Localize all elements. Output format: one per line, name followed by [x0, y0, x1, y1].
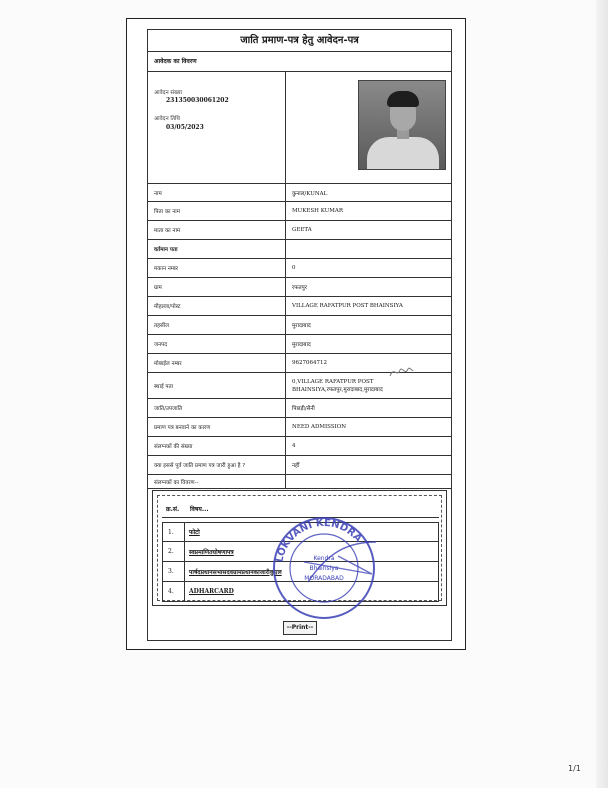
- stamp-inner-3: MORADABAD: [304, 575, 344, 582]
- attachment-sno: 2.: [163, 542, 185, 561]
- application-number: 231350030061202: [166, 97, 229, 104]
- field-row-attachment-details: [148, 475, 451, 489]
- attachment-sno: 4.: [163, 582, 185, 601]
- header-subject: विषय...: [190, 505, 209, 513]
- field-value: मुरादाबाद: [292, 323, 311, 329]
- field-label: मकान नम्बर: [148, 259, 286, 277]
- field-label: मोबाईल नम्बर: [148, 354, 286, 372]
- field-label: मौहल्ला/पोस्ट: [148, 297, 286, 315]
- field-value: पिछड़ी/सैनी: [292, 406, 315, 412]
- field-label: जनपद: [148, 335, 286, 353]
- application-info-block: [148, 72, 451, 184]
- field-value: नहीं: [292, 463, 300, 469]
- attachment-link[interactable]: पार्षदप्रधानसभासदवग्रामप्रधानकाजारीकुएल: [189, 568, 282, 576]
- field-value: MUKESH KUMAR: [292, 208, 343, 214]
- field-label: नाम: [148, 184, 286, 201]
- field-row-caste: [148, 399, 451, 418]
- field-label: जाति/उपजाति: [148, 399, 286, 417]
- field-label: संलग्नकों का विवरण--: [148, 475, 286, 488]
- field-value: [288, 373, 450, 398]
- application-date: 03/05/2023: [166, 124, 204, 131]
- field-label: प्रमाण पत्र बनवाने का कारण: [148, 418, 286, 436]
- field-value: [288, 475, 450, 488]
- field-label: वर्तमान पता: [148, 240, 286, 258]
- field-value: मुरादाबाद: [292, 342, 311, 348]
- field-value: NEED ADMISSION: [292, 424, 347, 430]
- attachment-link[interactable]: ADHARCARD: [189, 588, 234, 595]
- application-number-label: आवेदन संख्या: [154, 90, 182, 96]
- field-row-previous-certificate: [148, 456, 451, 475]
- applicant-photo: [358, 80, 446, 170]
- field-label: क्या इससे पूर्व जाति प्रमाण पत्र जारी हुआ है ?: [148, 456, 286, 474]
- attachment-link[interactable]: फोटो: [189, 529, 200, 536]
- field-row-tehsil: [148, 316, 451, 335]
- page-number: 1/1: [568, 764, 581, 773]
- section-applicant: आवेदक का विवरण: [148, 52, 451, 72]
- field-value: VILLAGE RAFATPUR POST BHAINSIYA: [292, 303, 403, 309]
- permanent-address-line-1: 0,VILLAGE RAFATPUR POST: [292, 378, 374, 385]
- field-label: संलग्नकों की संख्या: [148, 437, 286, 455]
- print-button[interactable]: --Print--: [283, 621, 317, 635]
- field-row-attachment-count: [148, 437, 451, 456]
- field-value: कुनाल/KUNAL: [292, 190, 328, 197]
- field-value: [288, 240, 450, 258]
- field-row-house-number: [148, 259, 451, 278]
- attachment-sno: 3.: [163, 562, 185, 581]
- field-row-current-address: [148, 240, 451, 259]
- field-row-name: [148, 184, 451, 202]
- field-row-father: [148, 202, 451, 221]
- field-label: ग्राम: [148, 278, 286, 296]
- field-value: 4: [292, 443, 296, 449]
- field-label: पिता का नाम: [148, 202, 286, 220]
- field-value: GEETA: [292, 227, 312, 233]
- field-value: 0: [292, 265, 296, 271]
- stamp-inner-2: Bhainsiya: [309, 565, 339, 572]
- attachment-sno: 1.: [163, 523, 185, 541]
- application-info-cell: [148, 72, 286, 183]
- field-label: स्थाई पता: [148, 373, 286, 398]
- field-value: 9627064712: [292, 360, 327, 366]
- office-stamp: [268, 512, 380, 624]
- field-row-locality: [148, 297, 451, 316]
- form-title: जाति प्रमाण-पत्र हेतु आवेदन-पत्र: [148, 30, 451, 52]
- field-row-district: [148, 335, 451, 354]
- field-value: रफतपुर: [292, 285, 307, 291]
- stamp-inner-1: Kendra: [313, 555, 335, 562]
- stamp-outer-text: LOKVANI KENDRA: [274, 517, 364, 564]
- header-sno: क्र.सं.: [166, 505, 180, 513]
- field-label: तहसील: [148, 316, 286, 334]
- field-row-village: [148, 278, 451, 297]
- signature-mark: [388, 364, 414, 380]
- permanent-address-line-2: BHAINSIYA,रफतपुर,मुरादाबाद,मुरादाबाद: [292, 386, 383, 393]
- attachment-link[interactable]: स्वप्रमाणितघोषणापत्र: [189, 548, 234, 556]
- field-row-reason: [148, 418, 451, 437]
- field-row-mother: [148, 221, 451, 240]
- application-date-label: आवेदन तिथि: [154, 116, 180, 122]
- scan-edge: [596, 0, 608, 788]
- field-label: माता का नाम: [148, 221, 286, 239]
